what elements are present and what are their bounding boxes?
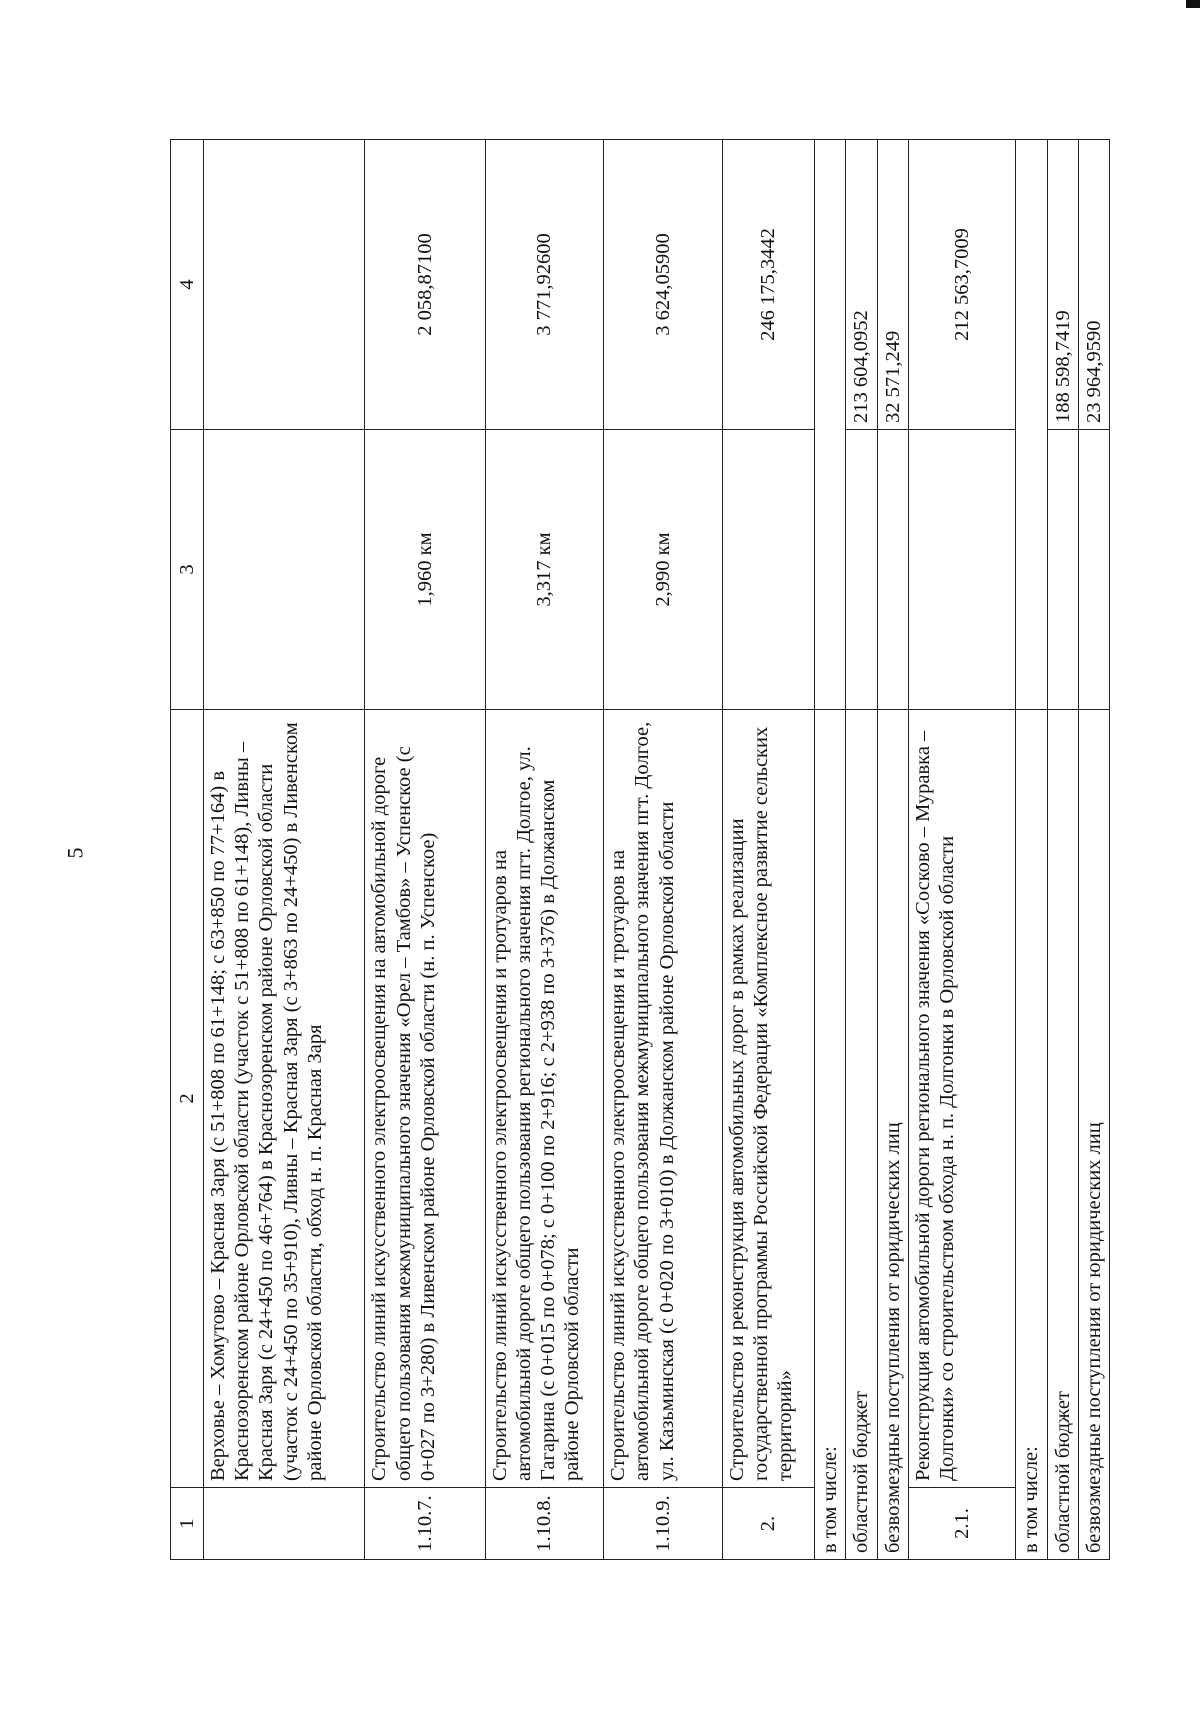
regional-budget-amount: 213 604,0952 [846, 140, 877, 430]
regional-budget-empty [846, 430, 877, 710]
header-col-1: 1 [171, 1488, 204, 1560]
including-empty [1016, 140, 1047, 710]
regional-budget-label: областной бюджет [846, 710, 877, 1560]
row-amount: 3 624,05900 [604, 140, 722, 430]
including-empty [815, 140, 846, 710]
row-name: Реконструкция автомобильной дороги регионального значения «Сосково – Муравка – Долгонки» со строительством обхода н. п. Долгонки в Орловской области [908, 710, 1016, 1488]
row-name: Строительство линий искусственного электроосвещения на автомобильной дороге общего пользования межмуниципального значения «Орел – Тамбов» – Успенское (с 0+027 по 3+280) в Ливенском районе Орловской области (н. п. Успенское) [365, 710, 486, 1488]
row-amount: 2 058,87100 [365, 140, 486, 430]
header-col-3: 3 [171, 430, 204, 710]
regional-budget-amount: 188 598,7419 [1047, 140, 1078, 430]
row-number: 2. [722, 1488, 815, 1560]
row-name: Строительство линий искусственного электроосвещения и тротуаров на автомобильной дороге общего пользования межмуниципального значения пгт. Долгое, ул. Казьминская (с 0+020 по 3+010) в Должанском районе Орловской области [604, 710, 722, 1488]
legal-entities-row [877, 140, 908, 1560]
table-row [365, 140, 486, 1560]
including-label: в том числе: [1016, 710, 1047, 1560]
row-number: 1.10.7. [365, 1488, 486, 1560]
legal-entities-amount: 23 964,9590 [1078, 140, 1109, 430]
header-col-4: 4 [171, 140, 204, 430]
including-row [1016, 140, 1047, 1560]
table-row [604, 140, 722, 1560]
table-row [908, 140, 1016, 1560]
regional-budget-empty [1047, 430, 1078, 710]
row-amount: 212 563,7009 [908, 140, 1016, 430]
row-amount: 3 771,92600 [485, 140, 603, 430]
row-length [722, 430, 815, 710]
scan-corner-mark [1186, 0, 1200, 8]
row-number: 1.10.9. [604, 1488, 722, 1560]
legal-entities-label: безвозмездные поступления от юридических лиц [1078, 710, 1109, 1560]
legal-entities-empty [1078, 430, 1109, 710]
row-length: 2,990 км [604, 430, 722, 710]
including-row [815, 140, 846, 1560]
table-row [204, 140, 365, 1560]
table-row [722, 140, 815, 1560]
legal-entities-label: безвозмездные поступления от юридических лиц [877, 710, 908, 1560]
page-number: 5 [62, 847, 88, 859]
funding-table [170, 139, 1110, 1560]
row-length: 1,960 км [365, 430, 486, 710]
header-col-2: 2 [171, 710, 204, 1488]
row-length: 3,317 км [485, 430, 603, 710]
including-label: в том числе: [815, 710, 846, 1560]
regional-budget-row [1047, 140, 1078, 1560]
rotated-table-wrapper [170, 140, 1110, 1560]
regional-budget-row [846, 140, 877, 1560]
row-amount: 246 175,3442 [722, 140, 815, 430]
row-number: 1.10.8. [485, 1488, 603, 1560]
row-amount [204, 140, 365, 430]
legal-entities-row [1078, 140, 1109, 1560]
row-number: 2.1. [908, 1488, 1016, 1560]
row-name: Верховье – Хомутово – Красная Заря (с 51+808 по 61+148; с 63+850 по 77+164) в Краснозоренском районе Орловской области (участок с 51+808 по 61+148), Ливны – Красная Заря (с 24+450 по 46+764) в Краснозоренском районе Орловской области (участок с 24+450 по 35+910), Ливны – Красная Заря (с 3+863 по 24+450) в Ливенском районе Орловской области, обход н. п. Красная Заря [204, 710, 365, 1488]
row-name: Строительство и реконструкция автомобильных дорог в рамках реализации государственной программы Российской Федерации «Комплексное развитие сельских территорий» [722, 710, 815, 1488]
regional-budget-label: областной бюджет [1047, 710, 1078, 1560]
table-row [485, 140, 603, 1560]
legal-entities-amount: 32 571,249 [877, 140, 908, 430]
row-name: Строительство линий искусственного электроосвещения и тротуаров на автомобильной дороге общего пользования регионального значения пгт. Долгое, ул. Гагарина (с 0+015 по 0+078; с 0+100 по 2+916; с 2+938 по 3+376) в Должанском районе Орловской области [485, 710, 603, 1488]
row-length [204, 430, 365, 710]
row-number [204, 1488, 365, 1560]
row-length [908, 430, 1016, 710]
legal-entities-empty [877, 430, 908, 710]
header-row [171, 140, 204, 1560]
